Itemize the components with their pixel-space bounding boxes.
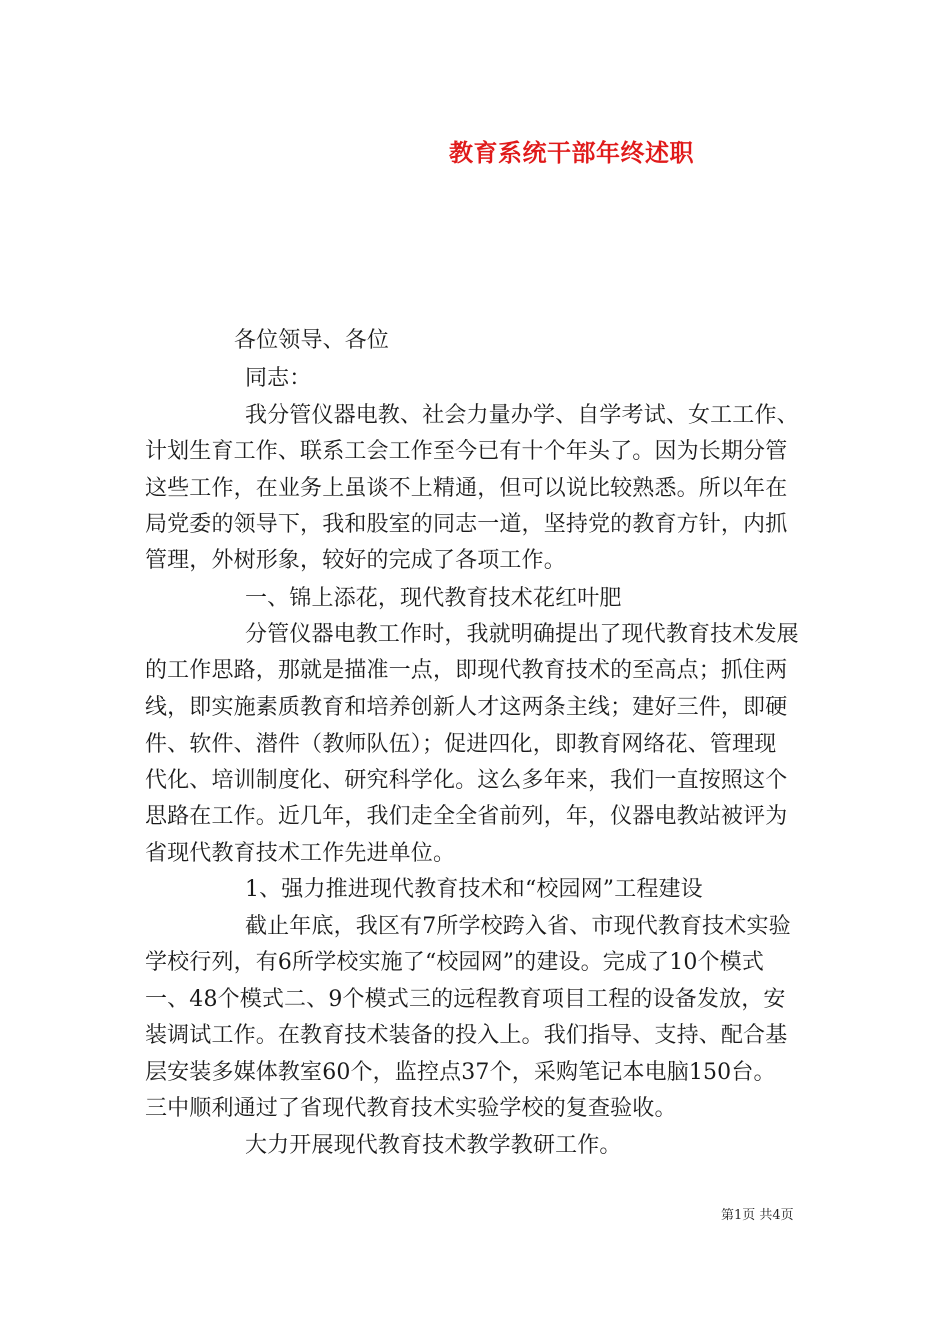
body-line-12: 件、软件、潜件（教师队伍）；促进四化，即教育网络花、管理现 — [145, 732, 777, 757]
body-line-2: 同志： — [245, 366, 312, 391]
body-line-4: 计划生育工作、联系工会工作至今已有十个年头了。因为长期分管 — [145, 439, 788, 464]
body-line-21: 层安装多媒体教室60个，监控点37个，采购笔记本电脑150台。 — [145, 1060, 776, 1085]
body-line-6: 局党委的领导下，我和股室的同志一道，坚持党的教育方针，内抓 — [145, 512, 788, 537]
body-line-18: 学校行列，有6所学校实施了“校园网”的建设。完成了10个模式 — [145, 950, 764, 975]
body-line-15: 省现代教育技术工作先进单位。 — [145, 841, 456, 866]
body-line-23: 大力开展现代教育技术教学教研工作。 — [245, 1133, 622, 1158]
body-line-13: 代化、培训制度化、研究科学化。这么多年来，我们一直按照这个 — [145, 768, 788, 793]
subsection-heading-1: 1、强力推进现代教育技术和“校园网”工程建设 — [245, 877, 703, 902]
body-line-1: 各位领导、各位 — [234, 328, 390, 353]
body-line-20: 装调试工作。在教育技术装备的投入上。我们指导、支持、配合基 — [145, 1023, 788, 1048]
body-line-22: 三中顺利通过了省现代教育技术实验学校的复查验收。 — [145, 1096, 677, 1121]
body-line-10: 的工作思路，那就是描准一点，即现代教育技术的至高点；抓住两 — [145, 658, 788, 683]
body-line-11: 线，即实施素质教育和培养创新人才这两条主线；建好三件，即硬 — [145, 695, 788, 720]
body-line-19: 一、48个模式二、9个模式三的远程教育项目工程的设备发放，安 — [145, 987, 786, 1012]
body-line-17: 截止年底，我区有7所学校跨入省、市现代教育技术实验 — [245, 914, 791, 939]
body-line-7: 管理，外树形象，较好的完成了各项工作。 — [145, 548, 566, 573]
page-number-footer: 第1页 共4页 — [721, 1208, 794, 1223]
body-line-9: 分管仪器电教工作时，我就明确提出了现代教育技术发展 — [245, 622, 799, 647]
body-line-3: 我分管仪器电教、社会力量办学、自学考试、女工工作、 — [245, 403, 799, 428]
document-title: 教育系统干部年终述职 — [449, 138, 694, 167]
body-line-5: 这些工作，在业务上虽谈不上精通，但可以说比较熟悉。所以年在 — [145, 476, 788, 501]
section-heading-1: 一、锦上添花，现代教育技术花红叶肥 — [245, 586, 622, 611]
body-line-14: 思路在工作。近几年，我们走全全省前列，年，仪器电教站被评为 — [145, 804, 788, 829]
